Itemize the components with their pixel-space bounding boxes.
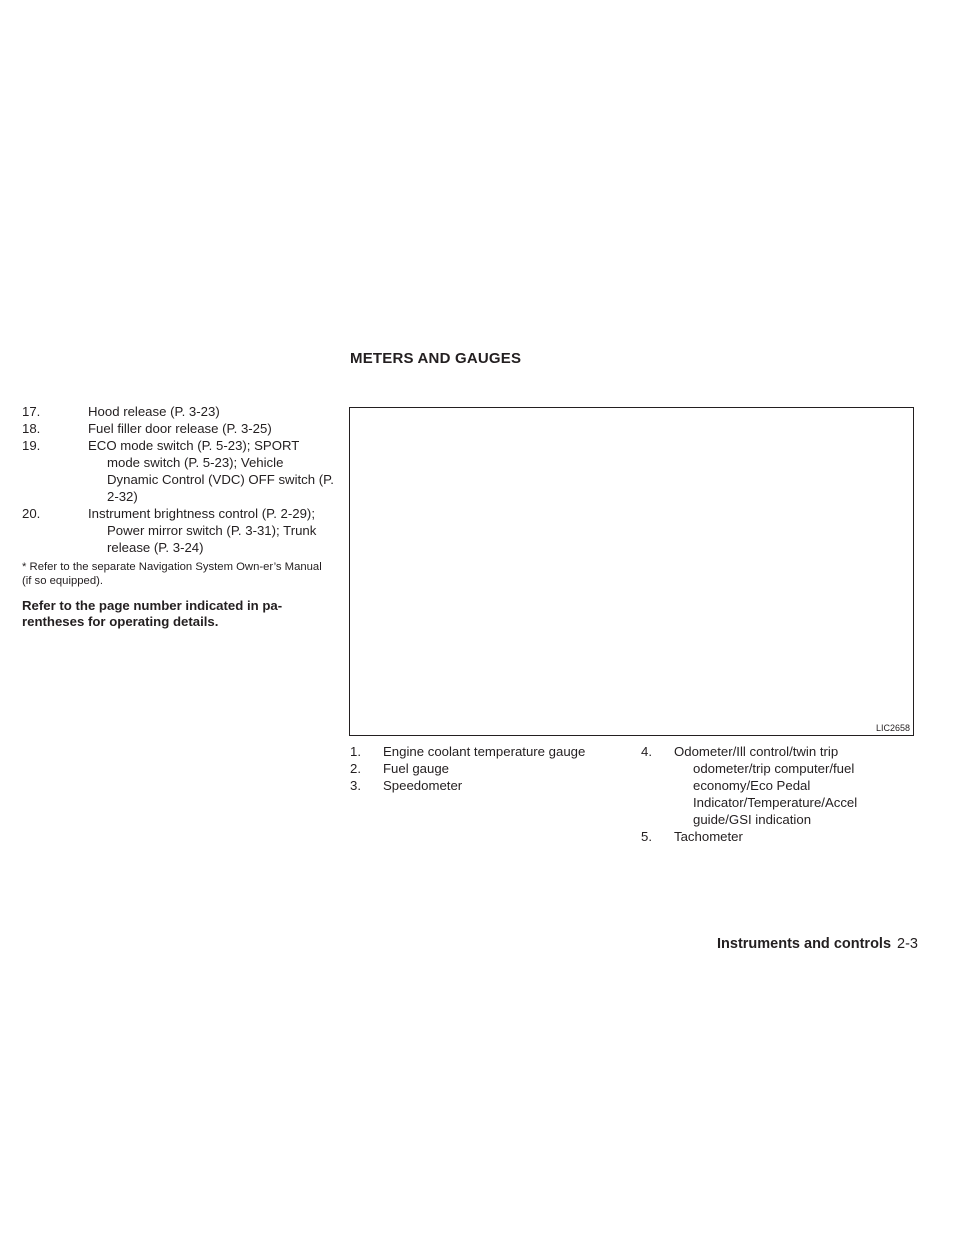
- caption-item: [350, 743, 620, 760]
- figure-caption-list-1: [350, 743, 620, 794]
- page-footer: [717, 936, 918, 952]
- footnote: * Refer to the separate Navigation System Own-er’s Manual (if so equipped).: [22, 561, 322, 587]
- list-item: [22, 403, 334, 420]
- caption-number: 1.: [350, 744, 361, 759]
- section-heading: METERS AND GAUGES: [350, 350, 522, 367]
- list-item: [22, 437, 334, 505]
- item-text: ECO mode switch (P. 5-23); SPORT mode switch (P. 5-23); Vehicle Dynamic Control (VDC) OFF switch (P. 2-32): [88, 438, 334, 504]
- footer-section-name: Instruments and controls: [717, 936, 892, 952]
- item-number: 17.: [22, 404, 41, 419]
- caption-text: Engine coolant temperature gauge: [383, 744, 586, 759]
- control-list: [22, 403, 334, 556]
- caption-number: 3.: [350, 778, 361, 793]
- caption-text: Odometer/Ill control/twin trip odometer/trip computer/fuel economy/Eco Pedal Indicator/Temperature/Accel guide/GSI indication: [674, 744, 858, 827]
- caption-number: 4.: [641, 744, 652, 759]
- caption-text: Speedometer: [383, 778, 463, 793]
- caption-number: 5.: [641, 829, 652, 844]
- caption-number: 2.: [350, 761, 361, 776]
- item-text: Hood release (P. 3-23): [88, 404, 220, 419]
- caption-text: Tachometer: [674, 829, 743, 844]
- item-text: Instrument brightness control (P. 2-29); Power mirror switch (P. 3-31); Trunk release (P. 3-24): [88, 506, 317, 555]
- figure-caption-list-2: [641, 743, 913, 845]
- item-number: 20.: [22, 506, 41, 521]
- list-item: [22, 505, 334, 556]
- caption-item: [350, 777, 620, 794]
- caption-item: [641, 743, 913, 828]
- instrument-cluster-figure: [349, 407, 914, 736]
- page-number: 2-3: [897, 936, 918, 952]
- list-item: [22, 420, 334, 437]
- caption-text: Fuel gauge: [383, 761, 449, 776]
- caption-item: [350, 760, 620, 777]
- left-column: [22, 403, 334, 630]
- figure-code: LIC2658: [875, 723, 910, 733]
- item-number: 18.: [22, 421, 41, 436]
- caption-item: [641, 828, 913, 845]
- operating-details-note: Refer to the page number indicated in pa-rentheses for operating details.: [22, 598, 283, 629]
- item-text: Fuel filler door release (P. 3-25): [88, 421, 272, 436]
- item-number: 19.: [22, 438, 41, 453]
